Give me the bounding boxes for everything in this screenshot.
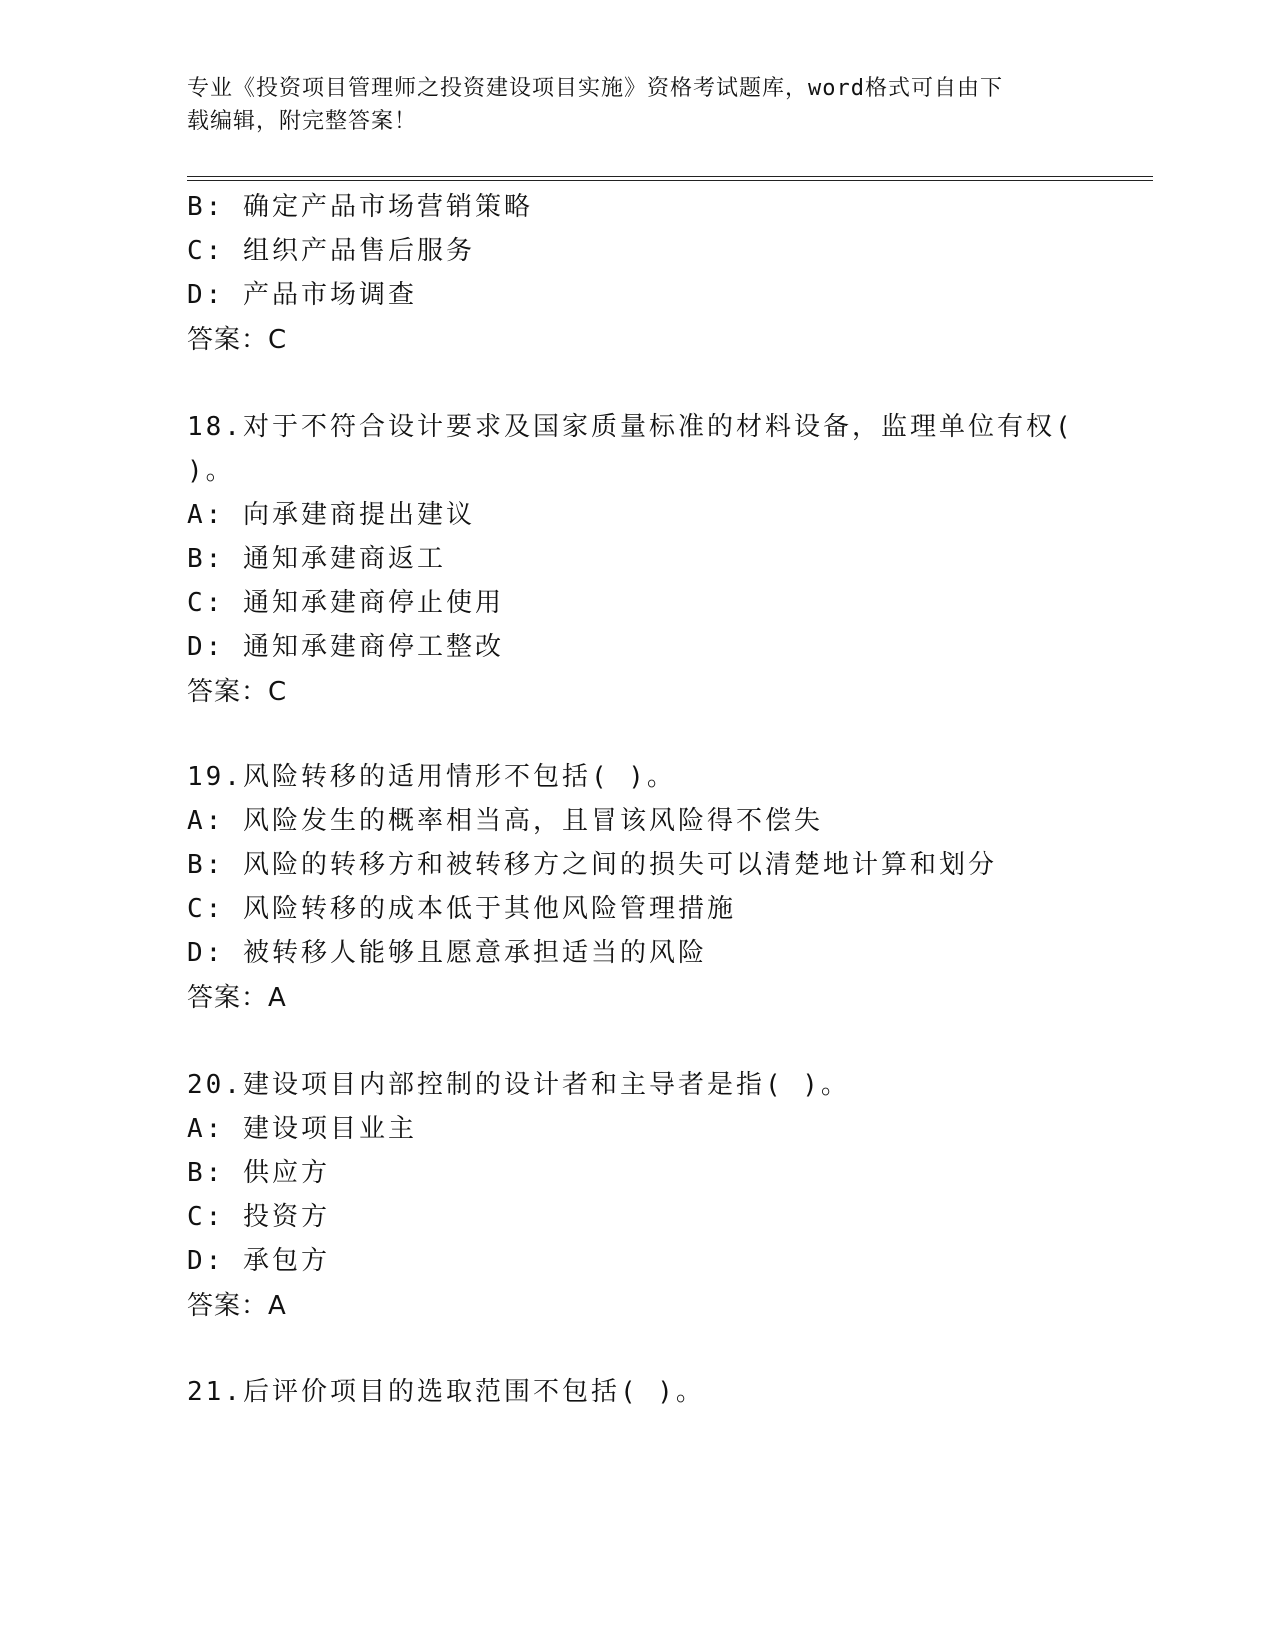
- option-c: C: 组织产品售后服务: [187, 236, 475, 266]
- question-text: 18.对于不符合设计要求及国家质量标准的材料设备，监理单位有权(: [187, 412, 1074, 442]
- option-d: D: 通知承建商停工整改: [187, 632, 504, 662]
- option-d: D: 被转移人能够且愿意承担适当的风险: [187, 938, 707, 968]
- header-line-1: 专业《投资项目管理师之投资建设项目实施》资格考试题库，word格式可自由下: [187, 76, 1003, 101]
- option-b: B: 供应方: [187, 1158, 330, 1188]
- option-c: C: 投资方: [187, 1202, 330, 1232]
- answer: 答案：C: [187, 325, 288, 355]
- option-a: A: 风险发生的概率相当高，且冒该风险得不偿失: [187, 806, 823, 836]
- option-a: A: 向承建商提出建议: [187, 500, 475, 530]
- question-text: 20.建设项目内部控制的设计者和主导者是指( )。: [187, 1070, 850, 1100]
- option-b: B: 风险的转移方和被转移方之间的损失可以清楚地计算和划分: [187, 850, 997, 880]
- option-d: D: 承包方: [187, 1246, 330, 1276]
- answer: 答案：A: [187, 983, 287, 1013]
- option-c: C: 风险转移的成本低于其他风险管理措施: [187, 894, 736, 924]
- question-text: 19.风险转移的适用情形不包括( )。: [187, 762, 676, 792]
- option-b: B: 通知承建商返工: [187, 544, 446, 574]
- option-d: D: 产品市场调查: [187, 280, 417, 310]
- option-a: A: 建设项目业主: [187, 1114, 417, 1144]
- option-b: B: 确定产品市场营销策略: [187, 192, 533, 222]
- question-text-continued: )。: [187, 456, 235, 486]
- header-divider: [187, 176, 1153, 181]
- answer: 答案：A: [187, 1291, 287, 1321]
- header-line-2: 载编辑，附完整答案！: [187, 109, 418, 134]
- page-header: [187, 72, 1087, 138]
- answer: 答案：C: [187, 677, 288, 707]
- question-text: 21.后评价项目的选取范围不包括( )。: [187, 1377, 705, 1407]
- option-c: C: 通知承建商停止使用: [187, 588, 504, 618]
